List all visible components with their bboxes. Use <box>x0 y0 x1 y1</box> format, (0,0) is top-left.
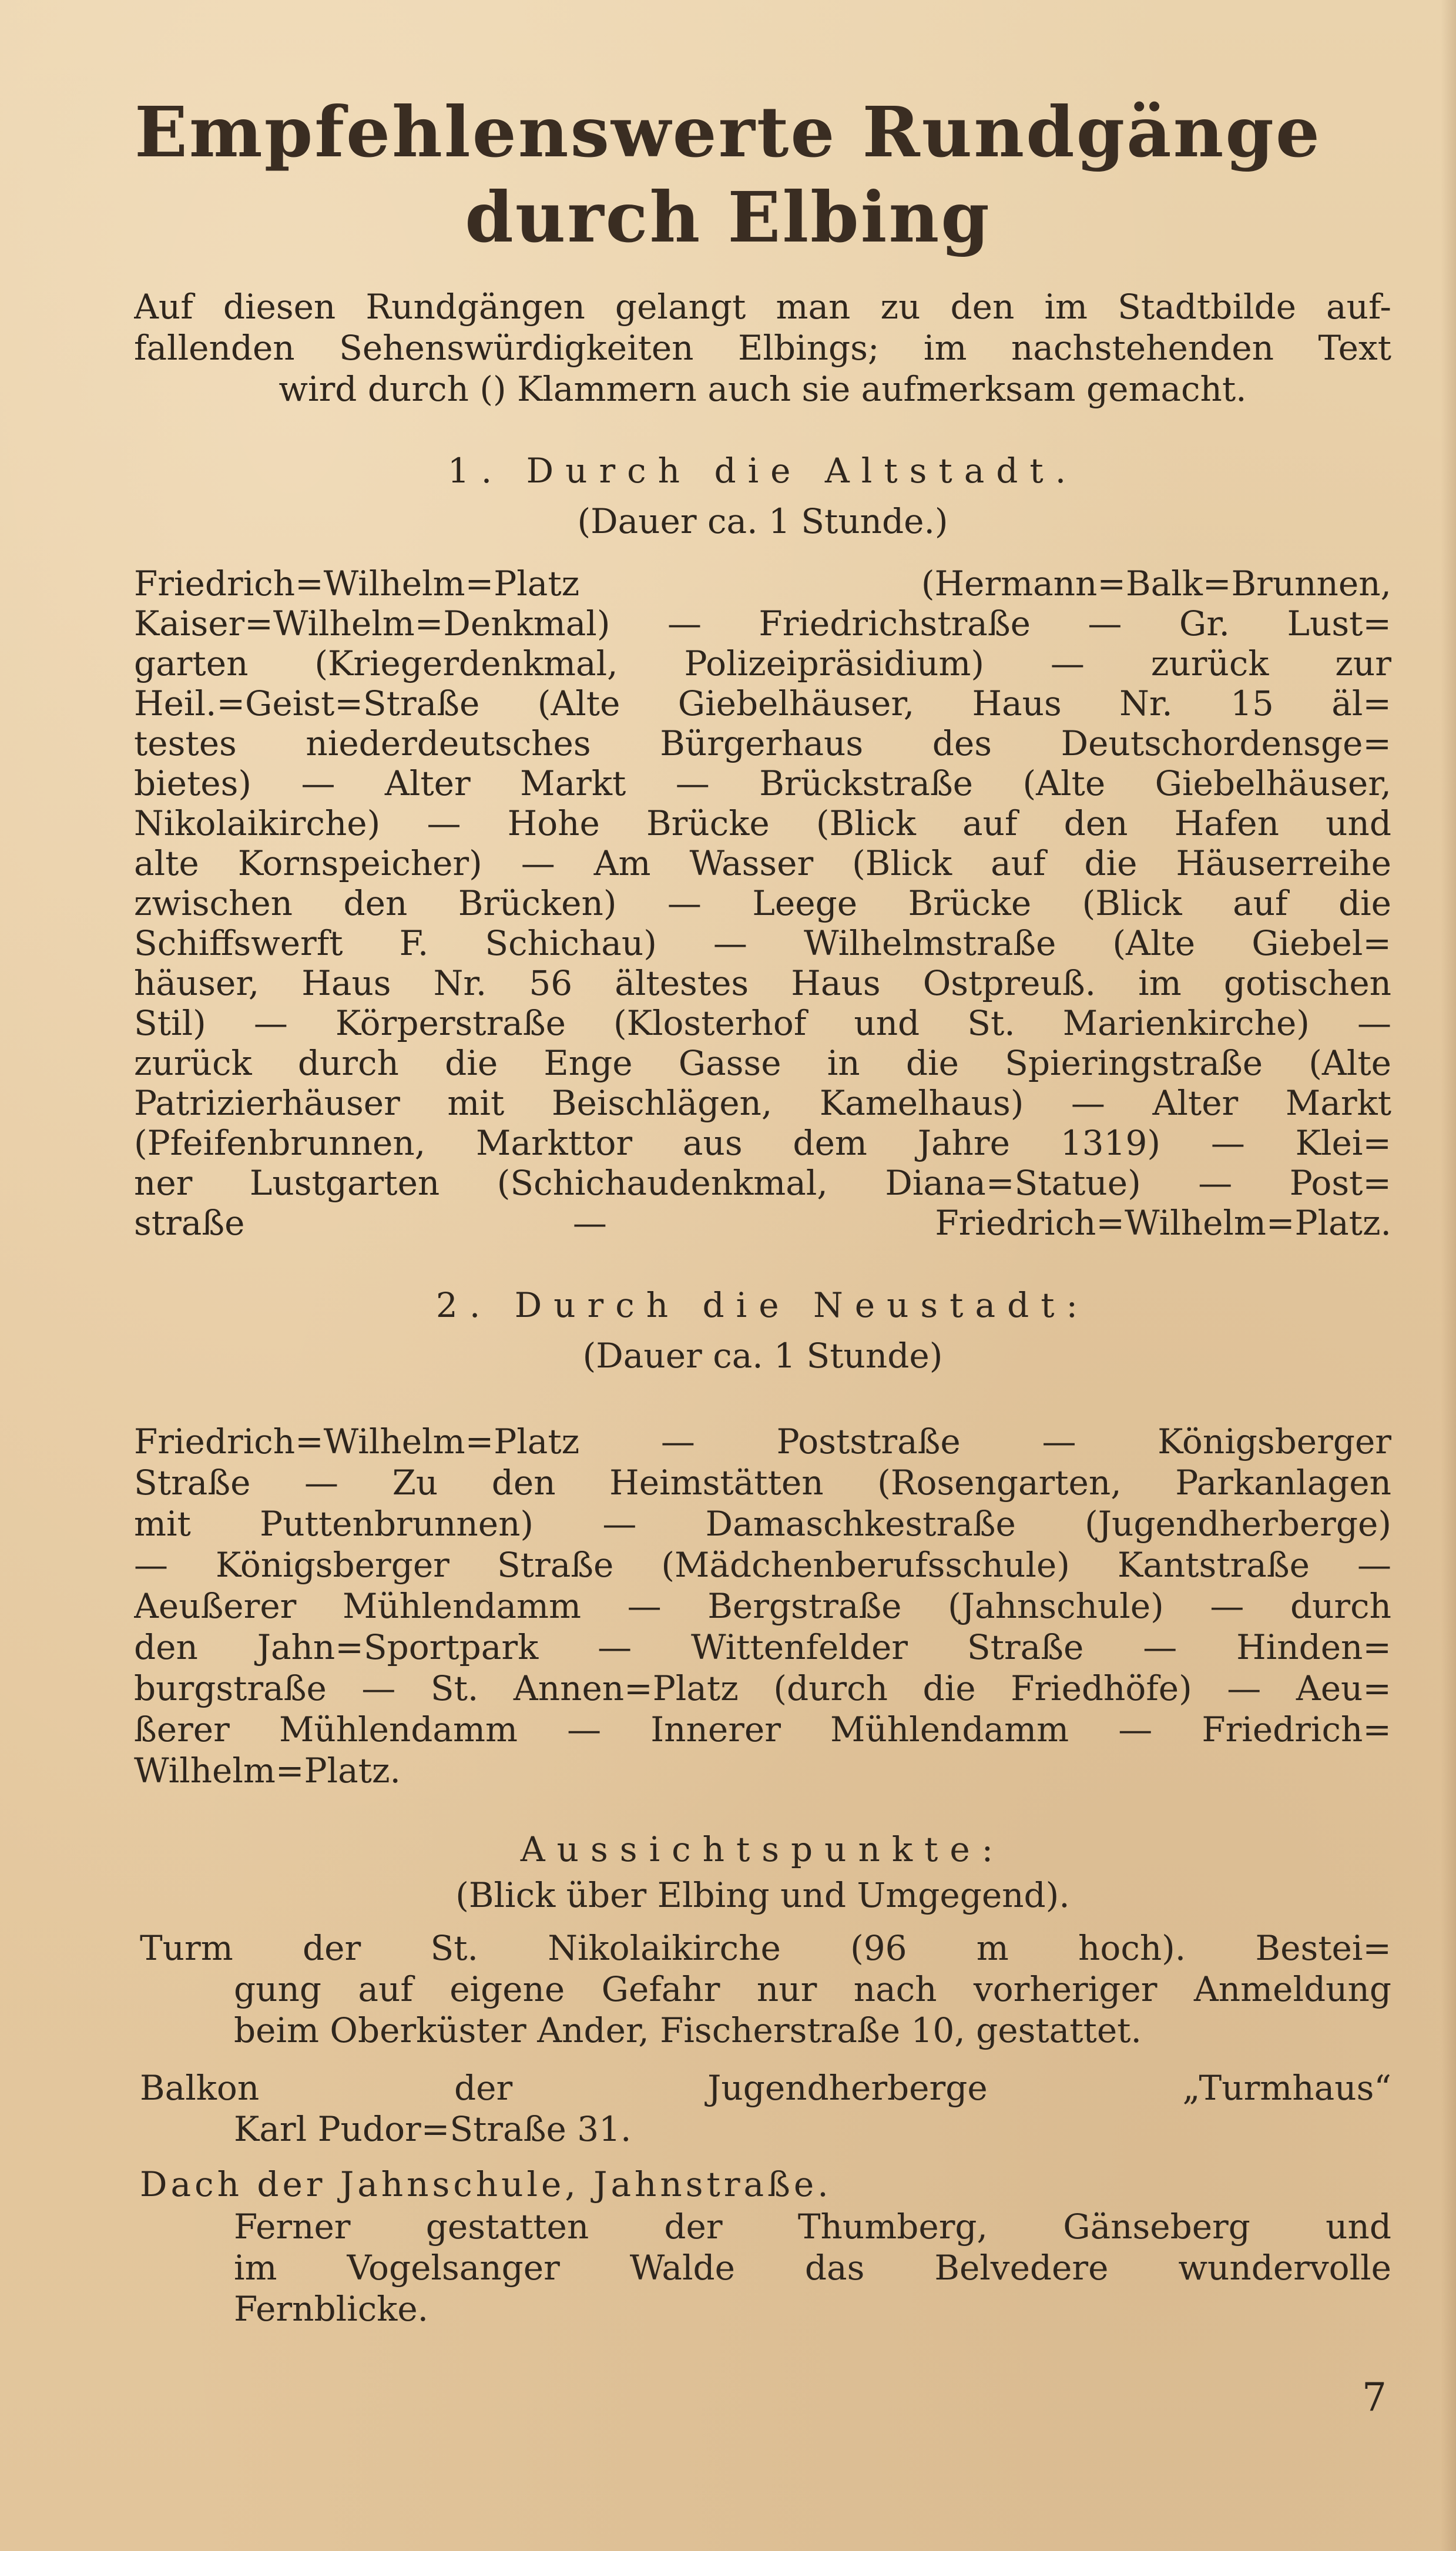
route2-line-3: mit Puttenbrunnen) — Damaschkestraße (Jugendherberge) <box>134 1504 1391 1544</box>
viewpoints-closing-line-2: im Vogelsanger Walde das Belvedere wundervolle <box>234 2248 1391 2288</box>
page-number: 7 <box>1362 2375 1387 2420</box>
route1-heading: 1. Durch die Altstadt. <box>447 451 1078 491</box>
route1-line-11: häuser, Haus Nr. 56 ältestes Haus Ostpreuß. im gotischen <box>134 963 1391 1003</box>
route1-line-9: zwischen den Brücken) — Leege Brücke (Blick auf die <box>134 883 1391 923</box>
route2-line-1: Friedrich=Wilhelm=Platz — Poststraße — Königsberger <box>134 1422 1391 1461</box>
route1-line-2: Kaiser=Wilhelm=Denkmal) — Friedrichstraße — Gr. Lust= <box>134 604 1391 643</box>
page-title-line-2: durch Elbing <box>465 176 991 258</box>
intro-line-1: Auf diesen Rundgängen gelangt man zu den im Stadtbilde auf- <box>134 287 1391 327</box>
intro-line-3: wird durch () Klammern auch sie aufmerksam gemacht. <box>279 369 1247 409</box>
route2-line-6: den Jahn=Sportpark — Wittenfelder Straße — Hinden= <box>134 1627 1391 1667</box>
viewpoints-heading: Aussichtspunkte: <box>520 1829 1005 1869</box>
route1-line-8: alte Kornspeicher) — Am Wasser (Blick auf die Häuserreihe <box>134 843 1391 883</box>
route1-line-3: garten (Kriegerdenkmal, Polizeipräsidium) — zurück zur <box>134 643 1391 683</box>
viewpoint-3-line-1: Dach der Jahnschule, Jahnstraße. <box>140 2164 832 2204</box>
page-title-line-1: Empfehlenswerte Rundgänge <box>134 91 1322 173</box>
viewpoint-2-line-1: Balkon der Jugendherberge „Turmhaus“ <box>140 2068 1391 2108</box>
page-edge-shadow <box>1441 0 1456 2551</box>
viewpoints-closing-line-1: Ferner gestatten der Thumberg, Gänseberg und <box>234 2207 1391 2247</box>
route1-line-17: straße — Friedrich=Wilhelm=Platz. <box>134 1203 1391 1243</box>
viewpoints-subheading: (Blick über Elbing und Umgegend). <box>455 1875 1070 1915</box>
route2-line-8: ßerer Mühlendamm — Innerer Mühlendamm — Friedrich= <box>134 1709 1391 1749</box>
viewpoint-1-line-3: beim Oberküster Ander, Fischerstraße 10, gestattet. <box>234 2010 1142 2050</box>
route2-duration: (Dauer ca. 1 Stunde) <box>582 1336 943 1376</box>
viewpoint-1-line-2: gung auf eigene Gefahr nur nach vorheriger Anmeldung <box>234 1969 1391 2009</box>
route1-line-5: testes niederdeutsches Bürgerhaus des Deutschordensge= <box>134 723 1391 763</box>
route1-line-13: zurück durch die Enge Gasse in die Spieringstraße (Alte <box>134 1043 1391 1083</box>
route2-line-5: Aeußerer Mühlendamm — Bergstraße (Jahnschule) — durch <box>134 1586 1391 1626</box>
route1-line-12: Stil) — Körperstraße (Klosterhof und St. Marienkirche) — <box>134 1003 1391 1043</box>
route1-line-14: Patrizierhäuser mit Beischlägen, Kamelhaus) — Alter Markt <box>134 1083 1391 1123</box>
route1-line-15: (Pfeifenbrunnen, Markttor aus dem Jahre 1319) — Klei= <box>134 1123 1391 1163</box>
route2-line-7: burgstraße — St. Annen=Platz (durch die Friedhöfe) — Aeu= <box>134 1668 1391 1708</box>
viewpoint-1-line-1: Turm der St. Nikolaikirche (96 m hoch). Bestei= <box>140 1928 1391 1968</box>
intro-line-2: fallenden Sehenswürdigkeiten Elbings; im nachstehenden Text <box>134 328 1391 368</box>
route1-duration: (Dauer ca. 1 Stunde.) <box>577 501 948 541</box>
route1-line-1: Friedrich=Wilhelm=Platz (Hermann=Balk=Brunnen, <box>134 564 1391 604</box>
viewpoints-closing-line-3: Fernblicke. <box>234 2289 429 2329</box>
route2-line-4: — Königsberger Straße (Mädchenberufsschule) Kantstraße — <box>134 1545 1391 1585</box>
route1-line-10: Schiffswerft F. Schichau) — Wilhelmstraße (Alte Giebel= <box>134 923 1391 963</box>
route2-line-2: Straße — Zu den Heimstätten (Rosengarten, Parkanlagen <box>134 1463 1391 1503</box>
route1-line-7: Nikolaikirche) — Hohe Brücke (Blick auf den Hafen und <box>134 803 1391 843</box>
route2-heading: 2. Durch die Neustadt: <box>435 1285 1090 1325</box>
route1-line-16: ner Lustgarten (Schichaudenkmal, Diana=Statue) — Post= <box>134 1163 1391 1203</box>
route1-line-4: Heil.=Geist=Straße (Alte Giebelhäuser, Haus Nr. 15 äl= <box>134 683 1391 723</box>
route1-line-6: bietes) — Alter Markt — Brückstraße (Alte Giebelhäuser, <box>134 763 1391 803</box>
route2-line-9: Wilhelm=Platz. <box>134 1751 401 1791</box>
viewpoint-2-line-2: Karl Pudor=Straße 31. <box>234 2109 632 2149</box>
